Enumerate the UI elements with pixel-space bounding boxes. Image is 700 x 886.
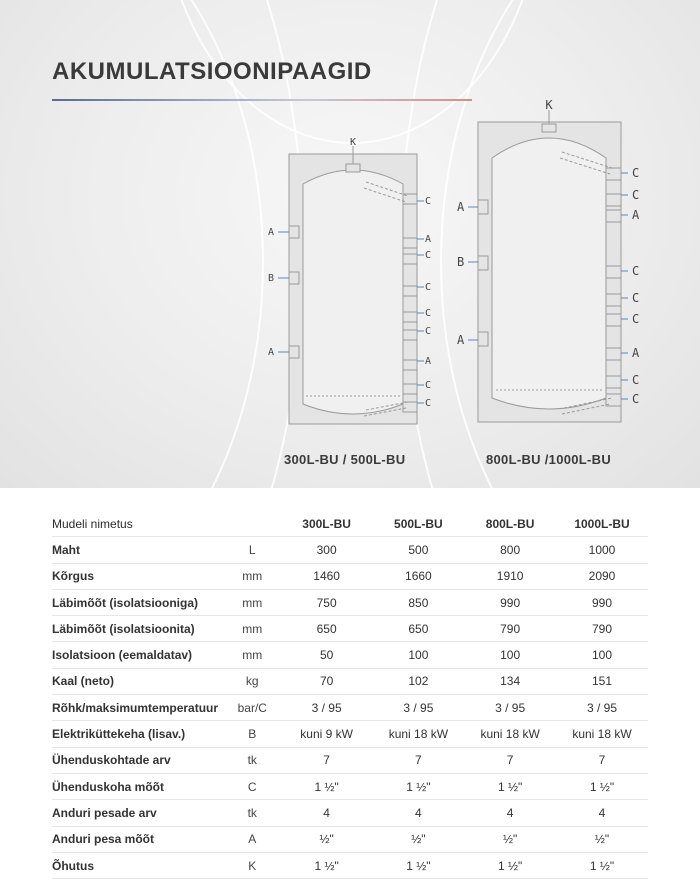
port-label-top: K (349, 137, 357, 148)
row-value-cell: 3 / 95 (281, 695, 373, 721)
port-label-right: C (425, 398, 432, 409)
row-unit-cell: tk (224, 747, 281, 773)
row-value-cell: 7 (464, 747, 556, 773)
row-value-cell: 800 (464, 537, 556, 563)
title-underline (52, 99, 472, 101)
row-value-cell: 650 (373, 616, 465, 642)
port-label-left: A (268, 347, 275, 358)
row-name-cell: Ühenduskohtade arv (52, 747, 224, 773)
row-value-cell: 1 ½" (464, 773, 556, 799)
port-label-right: C (632, 188, 640, 202)
row-unit-cell: kg (224, 668, 281, 694)
row-value-cell: 1 ½" (281, 773, 373, 799)
row-unit-cell: bar/C (224, 695, 281, 721)
port-label-right: C (425, 326, 432, 337)
row-value-cell: kuni 18 kW (464, 721, 556, 747)
row-name-cell: Anduri pesade arv (52, 800, 224, 826)
specifications-table (52, 511, 648, 879)
header-model: 500L-BU (373, 511, 465, 537)
table-body (52, 537, 648, 879)
port-label-right: C (632, 166, 640, 180)
row-name-cell: Anduri pesa mõõt (52, 826, 224, 852)
port-label-left: A (457, 333, 465, 347)
row-value-cell: 100 (373, 642, 465, 668)
row-value-cell: ½" (556, 826, 648, 852)
row-unit-cell: K (224, 852, 281, 878)
row-value-cell: 1 ½" (556, 852, 648, 878)
table-row (52, 773, 648, 799)
row-value-cell: 1460 (281, 563, 373, 589)
row-value-cell: 1660 (373, 563, 465, 589)
port-label-left: A (268, 227, 275, 238)
row-value-cell: 7 (281, 747, 373, 773)
table-row (52, 747, 648, 773)
row-value-cell: 7 (556, 747, 648, 773)
row-value-cell: kuni 9 kW (281, 721, 373, 747)
header-model-name: Mudeli nimetus (52, 511, 224, 537)
row-value-cell: 1 ½" (373, 773, 465, 799)
row-value-cell: 100 (556, 642, 648, 668)
header-model: 1000L-BU (556, 511, 648, 537)
row-unit-cell: mm (224, 563, 281, 589)
row-unit-cell: tk (224, 800, 281, 826)
row-value-cell: 850 (373, 589, 465, 615)
row-value-cell: 1 ½" (281, 852, 373, 878)
row-name-cell: Elektriküttekeha (lisav.) (52, 721, 224, 747)
row-value-cell: 134 (464, 668, 556, 694)
port-label-right: A (425, 234, 432, 245)
port-label-right: A (632, 346, 640, 360)
row-value-cell: 2090 (556, 563, 648, 589)
port-label-right: A (632, 208, 640, 222)
row-value-cell: 151 (556, 668, 648, 694)
row-unit-cell: mm (224, 589, 281, 615)
page-title: AKUMULATSIOONIPAAGID (52, 58, 372, 85)
row-value-cell: 650 (281, 616, 373, 642)
table-row (52, 589, 648, 615)
table-header-row (52, 511, 648, 537)
row-value-cell: kuni 18 kW (556, 721, 648, 747)
row-value-cell: 1 ½" (556, 773, 648, 799)
row-value-cell: 500 (373, 537, 465, 563)
tank-diagram-300-500 (258, 134, 448, 434)
row-value-cell: 50 (281, 642, 373, 668)
header-unit (224, 511, 281, 537)
row-value-cell: 1 ½" (373, 852, 465, 878)
row-value-cell: 4 (556, 800, 648, 826)
row-value-cell: 7 (373, 747, 465, 773)
row-unit-cell: mm (224, 616, 281, 642)
port-label-top: K (545, 98, 553, 112)
row-unit-cell: L (224, 537, 281, 563)
port-label-right: C (425, 282, 432, 293)
row-name-cell: Läbimõõt (isolatsioonita) (52, 616, 224, 642)
row-value-cell: 1 ½" (464, 852, 556, 878)
row-value-cell: 3 / 95 (464, 695, 556, 721)
row-name-cell: Maht (52, 537, 224, 563)
table-row (52, 563, 648, 589)
row-value-cell: 70 (281, 668, 373, 694)
port-label-right: C (632, 392, 640, 406)
table-row (52, 826, 648, 852)
row-unit-cell: C (224, 773, 281, 799)
row-name-cell: Rõhk/maksimumtemperatuur (52, 695, 224, 721)
diagram-caption: 800L-BU /1000L-BU (486, 452, 612, 467)
row-value-cell: 3 / 95 (556, 695, 648, 721)
table-row (52, 616, 648, 642)
row-value-cell: 790 (556, 616, 648, 642)
row-name-cell: Õhutus (52, 852, 224, 878)
port-label-right: C (425, 380, 432, 391)
table-row (52, 721, 648, 747)
row-value-cell: ½" (464, 826, 556, 852)
row-name-cell: Ühenduskoha mõõt (52, 773, 224, 799)
port-label-left: B (268, 273, 275, 284)
table-row (52, 642, 648, 668)
row-name-cell: Kõrgus (52, 563, 224, 589)
header-model: 800L-BU (464, 511, 556, 537)
row-value-cell: 1910 (464, 563, 556, 589)
row-value-cell: 990 (556, 589, 648, 615)
row-value-cell: 300 (281, 537, 373, 563)
row-value-cell: 102 (373, 668, 465, 694)
port-label-right: C (632, 373, 640, 387)
diagram-caption: 300L-BU / 500L-BU (284, 452, 406, 467)
port-label-right: C (425, 196, 432, 207)
row-value-cell: 4 (281, 800, 373, 826)
header-model: 300L-BU (281, 511, 373, 537)
row-name-cell: Isolatsioon (eemaldatav) (52, 642, 224, 668)
row-value-cell: kuni 18 kW (373, 721, 465, 747)
table-row (52, 852, 648, 878)
row-unit-cell: A (224, 826, 281, 852)
row-value-cell: 4 (373, 800, 465, 826)
port-label-right: C (425, 308, 432, 319)
table-row (52, 695, 648, 721)
port-label-left: B (457, 255, 465, 269)
table-row (52, 537, 648, 563)
row-value-cell: 1000 (556, 537, 648, 563)
tank-diagram-800-1000 (452, 98, 652, 434)
port-label-right: A (425, 356, 432, 367)
row-name-cell: Kaal (neto) (52, 668, 224, 694)
port-label-right: C (632, 312, 640, 326)
table-row (52, 800, 648, 826)
port-label-right: C (632, 264, 640, 278)
row-value-cell: 790 (464, 616, 556, 642)
port-label-right: C (425, 250, 432, 261)
row-value-cell: 990 (464, 589, 556, 615)
table-row (52, 668, 648, 694)
port-label-right: C (632, 291, 640, 305)
row-unit-cell: B (224, 721, 281, 747)
row-value-cell: 100 (464, 642, 556, 668)
row-value-cell: 3 / 95 (373, 695, 465, 721)
row-value-cell: 750 (281, 589, 373, 615)
row-name-cell: Läbimõõt (isolatsiooniga) (52, 589, 224, 615)
row-unit-cell: mm (224, 642, 281, 668)
row-value-cell: ½" (373, 826, 465, 852)
row-value-cell: 4 (464, 800, 556, 826)
row-value-cell: ½" (281, 826, 373, 852)
port-label-left: A (457, 200, 465, 214)
